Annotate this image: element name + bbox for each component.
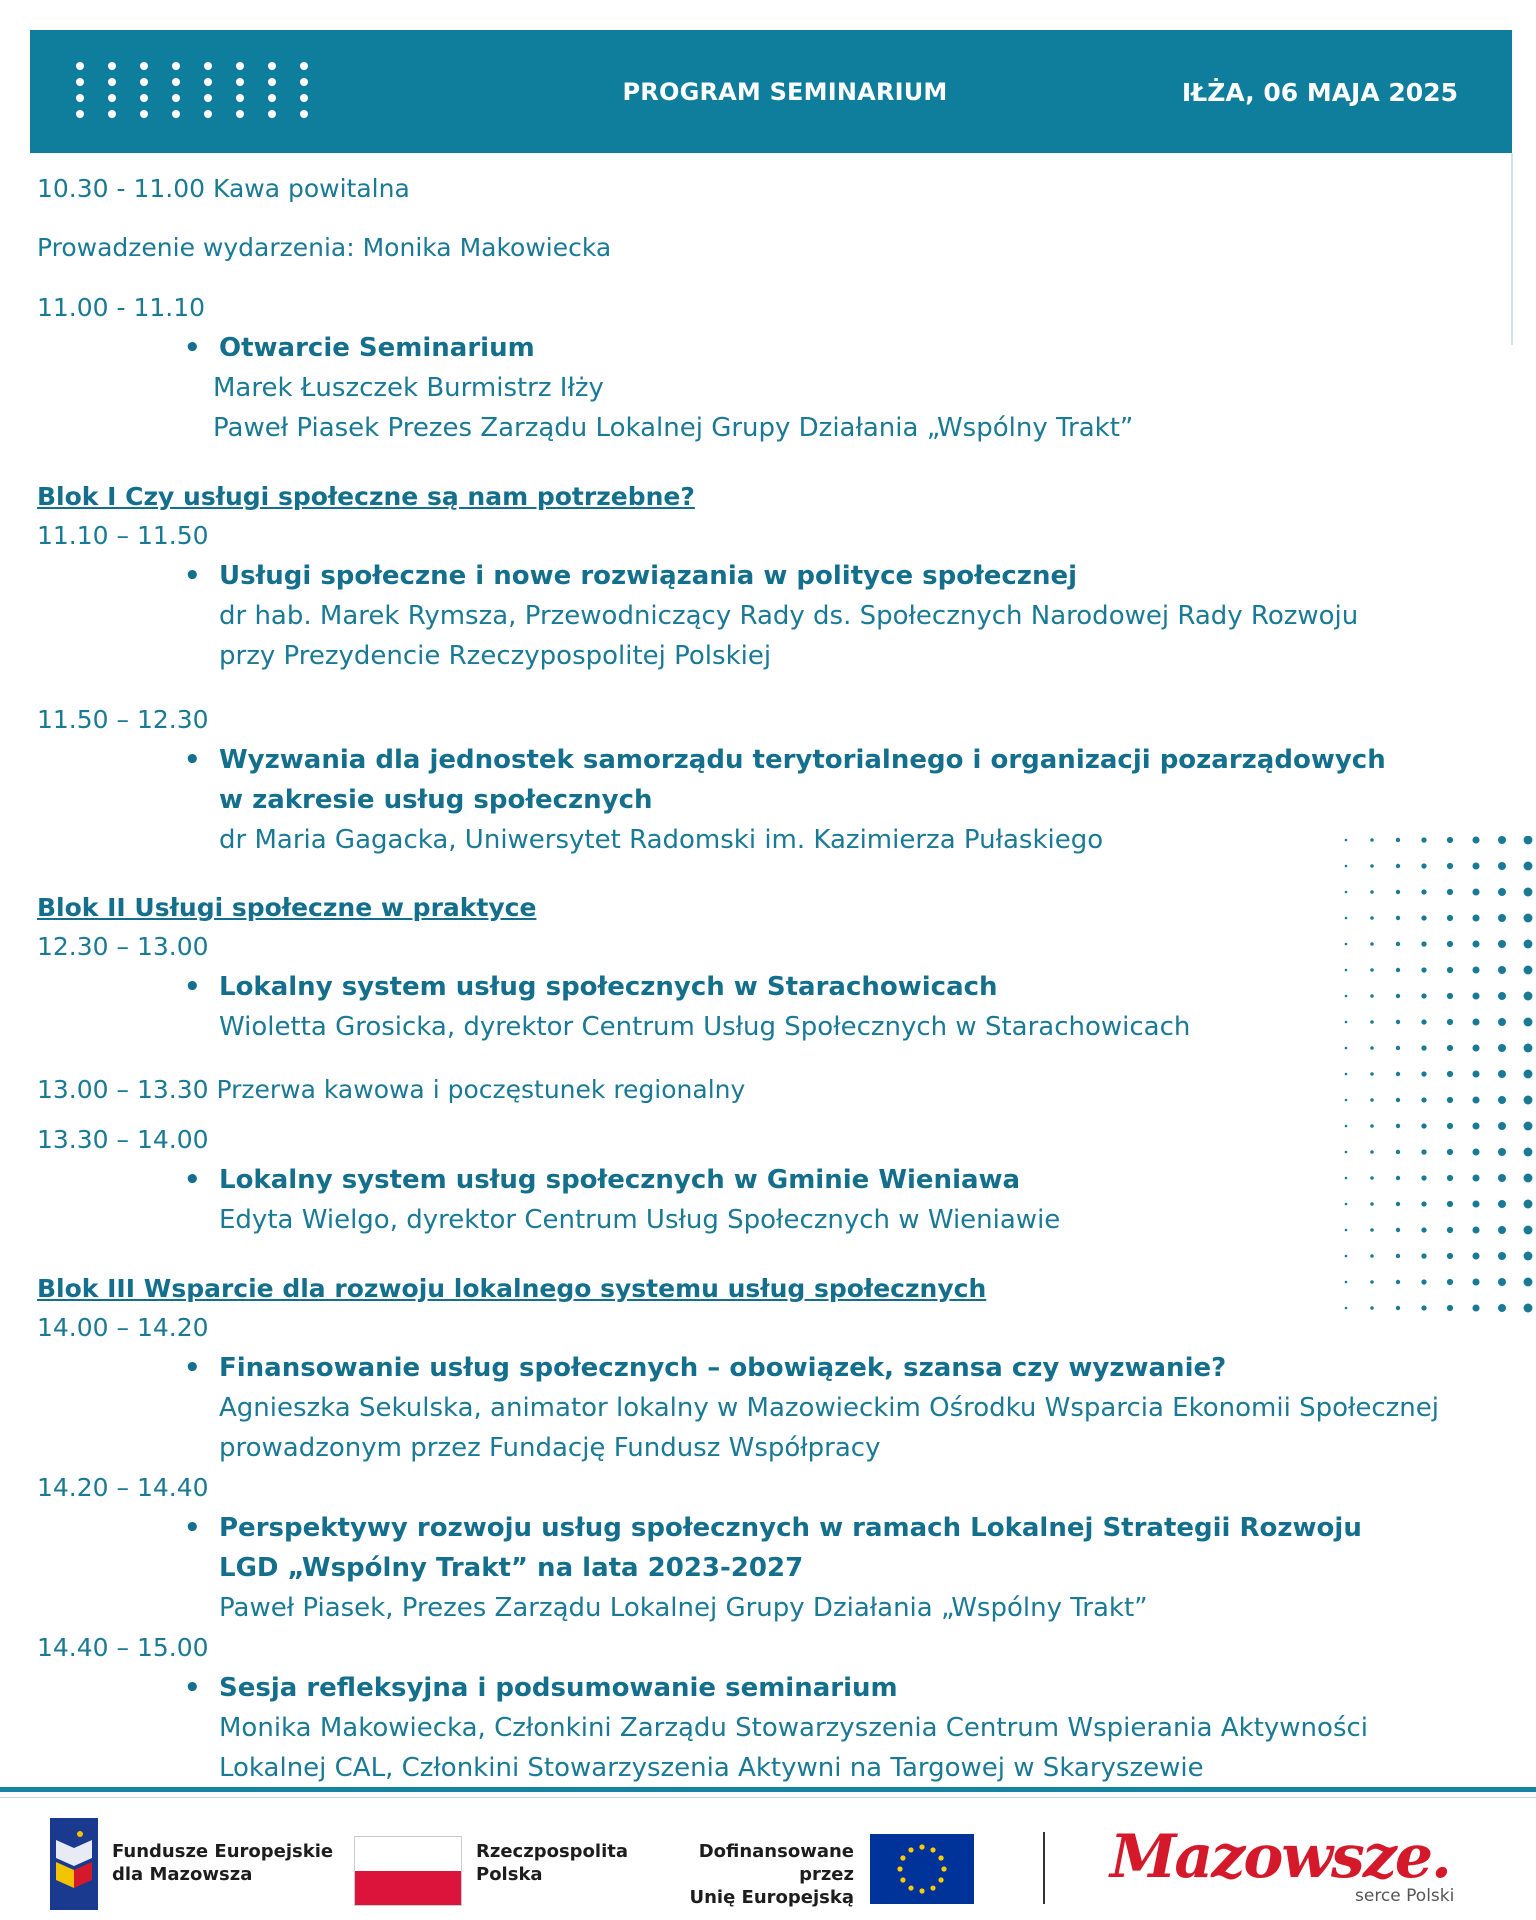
speaker: Marek Łuszczek Burmistrz Iłży <box>213 373 604 403</box>
decor-dot <box>1396 1176 1400 1180</box>
decor-dot <box>1524 836 1533 844</box>
decor-dot <box>1524 940 1533 949</box>
eu-star <box>908 1847 913 1852</box>
fe-logo-line2: dla Mazowsza <box>112 1864 253 1885</box>
speaker: Agnieszka Sekulska, animator lokalny w Mazowieckim Ośrodku Wsparcia Ekonomii Społecznej <box>219 1393 1440 1423</box>
decor-dot <box>1472 1226 1479 1233</box>
decor-dot <box>1370 1150 1374 1154</box>
decor-dot <box>1472 992 1479 999</box>
decor-dot <box>1472 1148 1479 1155</box>
decor-dot <box>1370 942 1374 946</box>
decor-dot <box>1472 1096 1479 1103</box>
decor-dot <box>1447 1227 1453 1233</box>
decor-dot <box>1421 1045 1426 1050</box>
decor-dot <box>1524 1096 1533 1105</box>
decor-dot <box>1345 969 1348 972</box>
block-title: Blok I Czy usługi społeczne są nam potrzebne? <box>37 482 695 511</box>
decor-dot <box>1345 865 1348 868</box>
decor-dot <box>1447 1201 1453 1207</box>
bullet-icon: • <box>184 1513 201 1543</box>
decor-dot <box>1472 1252 1479 1259</box>
block-title: Blok II Usługi społeczne w praktyce <box>37 893 537 922</box>
decor-dot <box>1421 1019 1426 1024</box>
speaker: Paweł Piasek Prezes Zarządu Lokalnej Grupy Działania „Wspólny Trakt” <box>213 413 1134 443</box>
session-time: 14.00 – 14.20 <box>37 1313 209 1342</box>
decor-dot <box>1524 1304 1533 1313</box>
decor-dot <box>1345 891 1348 894</box>
decor-dot <box>1498 1252 1506 1260</box>
eu-star <box>919 1888 924 1893</box>
decor-dot <box>1498 1174 1506 1182</box>
decor-dot <box>1421 1149 1426 1154</box>
decor-dot <box>1370 1072 1374 1076</box>
decor-dot <box>1447 837 1453 843</box>
decor-dot <box>1421 941 1426 946</box>
eu-star <box>908 1885 913 1890</box>
event-date: IŁŻA, 06 MAJA 2025 <box>1181 78 1458 107</box>
decor-dot <box>1524 1200 1533 1209</box>
session-time: 11.50 – 12.30 <box>37 705 209 734</box>
decor-dot <box>1421 889 1426 894</box>
decor-dot <box>1498 1148 1506 1156</box>
speaker: Paweł Piasek, Prezes Zarządu Lokalnej Grupy Działania „Wspólny Trakt” <box>219 1593 1148 1623</box>
decor-dot <box>1447 915 1453 921</box>
decor-dot <box>1421 1279 1426 1284</box>
decor-dot <box>1524 1174 1533 1183</box>
decor-dot <box>1370 1098 1374 1102</box>
decor-dot <box>1396 968 1400 972</box>
decor-dot <box>1345 1229 1348 1232</box>
decor-dot <box>1345 1099 1348 1102</box>
decor-dot <box>1472 1070 1479 1077</box>
decor-dot <box>1345 1125 1348 1128</box>
eu-star <box>897 1866 902 1871</box>
session-time: 14.20 – 14.40 <box>37 1473 209 1502</box>
decor-dot <box>1345 1255 1348 1258</box>
decor-dot <box>1370 1020 1374 1024</box>
block-title: Blok III Wsparcie dla rozwoju lokalnego systemu usług społecznych <box>37 1274 987 1303</box>
decor-dot <box>1396 1124 1400 1128</box>
mazowsze-tagline: serce Polski <box>1355 1886 1455 1906</box>
speaker: dr hab. Marek Rymsza, Przewodniczący Rady ds. Społecznych Narodowej Rady Rozwoju <box>219 601 1359 631</box>
footer-divider <box>0 1787 1536 1792</box>
decor-dot <box>1396 1046 1400 1050</box>
decor-dot <box>1498 836 1506 844</box>
decor-dot <box>1345 917 1348 920</box>
decor-dot <box>1447 1071 1453 1077</box>
decor-dot <box>1472 1018 1479 1025</box>
decor-dot <box>1345 1151 1348 1154</box>
speaker: prowadzonym przez Fundację Fundusz Współpracy <box>219 1433 881 1463</box>
poland-flag-icon <box>354 1836 462 1906</box>
eu-star <box>941 1866 946 1871</box>
eu-star <box>938 1877 943 1882</box>
decor-dot <box>1421 1123 1426 1128</box>
decor-dot <box>1370 1176 1374 1180</box>
bullet-icon: • <box>184 1673 201 1703</box>
decor-dot <box>1345 1203 1348 1206</box>
session-time: 14.40 – 15.00 <box>37 1633 209 1662</box>
decor-dot <box>1524 888 1533 897</box>
decor-dot <box>1524 1070 1533 1079</box>
decor-dot <box>1524 862 1533 871</box>
decor-dot <box>1370 1046 1374 1050</box>
decor-dot <box>1498 1018 1506 1026</box>
decor-dot <box>1447 1045 1453 1051</box>
session-title: Usługi społeczne i nowe rozwiązania w polityce społecznej <box>219 561 1077 591</box>
decor-dot <box>1396 1072 1400 1076</box>
bullet-icon: • <box>184 333 201 363</box>
speaker: Lokalnej CAL, Członkini Stowarzyszenia Aktywni na Targowej w Skaryszewie <box>219 1753 1204 1783</box>
decor-dot <box>1472 940 1479 947</box>
session-title: Lokalny system usług społecznych w Gminie Wieniawa <box>219 1165 1021 1195</box>
eu-star <box>900 1855 905 1860</box>
session-time: 11.00 - 11.10 <box>37 293 206 322</box>
decor-dot <box>1345 1281 1348 1284</box>
decor-dot <box>1345 1047 1348 1050</box>
decor-dot <box>1524 966 1533 975</box>
eu-star <box>919 1844 924 1849</box>
decor-dot <box>1524 1252 1533 1261</box>
decor-dot <box>1396 890 1400 894</box>
decor-dot <box>1370 1124 1374 1128</box>
coffee-line: 10.30 - 11.00 Kawa powitalna <box>37 174 410 203</box>
eu-star <box>930 1885 935 1890</box>
break-line: 13.00 – 13.30 Przerwa kawowa i poczęstunek regionalny <box>37 1075 746 1104</box>
decor-dot <box>1524 992 1533 1001</box>
decor-dot <box>1421 1175 1426 1180</box>
decor-dot <box>1370 1202 1374 1206</box>
decor-dot <box>1447 1305 1453 1311</box>
speaker: Edyta Wielgo, dyrektor Centrum Usług Społecznych w Wieniawie <box>219 1205 1061 1235</box>
decor-dot <box>1370 838 1374 842</box>
decor-dot <box>1370 864 1374 868</box>
decor-dot <box>1345 1073 1348 1076</box>
divider <box>1511 153 1513 345</box>
decor-dot <box>1396 864 1400 868</box>
decor-dot <box>1421 1201 1426 1206</box>
decor-dot <box>1524 1044 1533 1053</box>
decorative-dots-icon <box>74 60 324 155</box>
decor-dot <box>1447 889 1453 895</box>
session-time: 11.10 – 11.50 <box>37 521 209 550</box>
fe-logo-icon <box>50 1818 98 1910</box>
decor-dot <box>1447 993 1453 999</box>
decor-dot <box>1345 943 1348 946</box>
decor-dot <box>1396 1150 1400 1154</box>
decor-dot <box>1345 1021 1348 1024</box>
decor-dot <box>1498 1200 1506 1208</box>
eu-logo-line2: Unię Europejską <box>689 1887 854 1908</box>
page-title: PROGRAM SEMINARIUM <box>622 78 948 106</box>
rp-logo-line1: Rzeczpospolita <box>476 1841 628 1862</box>
decor-dot <box>1345 995 1348 998</box>
decor-dot <box>1447 1123 1453 1129</box>
decor-dot <box>1472 862 1479 869</box>
decor-dot <box>1524 1018 1533 1027</box>
decor-dot <box>1498 1096 1506 1104</box>
mazowsze-logo: Mazowsze. <box>1110 1822 1450 1892</box>
decor-dot <box>1447 1175 1453 1181</box>
rp-logo-line2: Polska <box>476 1864 543 1885</box>
eu-star <box>938 1855 943 1860</box>
decor-dot <box>1498 914 1506 922</box>
decor-dot <box>1472 914 1479 921</box>
decor-dot <box>1447 1253 1453 1259</box>
decor-dot <box>1370 1254 1374 1258</box>
decor-dot <box>1345 839 1348 842</box>
decor-dot <box>1370 1306 1374 1310</box>
decor-dot <box>1370 1280 1374 1284</box>
decor-dot <box>1447 967 1453 973</box>
decor-dot <box>1370 890 1374 894</box>
decor-dot <box>1498 1044 1506 1052</box>
bullet-icon: • <box>184 1353 201 1383</box>
decor-dot <box>1370 1228 1374 1232</box>
decor-dot <box>1447 863 1453 869</box>
bullet-icon: • <box>184 745 201 775</box>
decor-dot <box>1498 1278 1506 1286</box>
session-title: Otwarcie Seminarium <box>219 333 535 363</box>
decor-dot <box>1472 1044 1479 1051</box>
decor-dot <box>1370 916 1374 920</box>
speaker: Wioletta Grosicka, dyrektor Centrum Usług Społecznych w Starachowicach <box>219 1012 1191 1042</box>
decor-dot <box>1498 966 1506 974</box>
decor-dot <box>1421 1227 1426 1232</box>
decor-dot <box>1498 1070 1506 1078</box>
decor-dot <box>1447 1149 1453 1155</box>
eu-flag-icon <box>870 1834 974 1904</box>
session-title: Perspektywy rozwoju usług społecznych w ramach Lokalnej Strategii Rozwoju <box>219 1513 1362 1543</box>
decor-dot <box>1421 967 1426 972</box>
session-title: LGD „Wspólny Trakt” na lata 2023-2027 <box>219 1553 804 1583</box>
decor-dot <box>1421 863 1426 868</box>
speaker: dr Maria Gagacka, Uniwersytet Radomski im. Kazimierza Pułaskiego <box>219 825 1104 855</box>
decor-dot <box>1421 1071 1426 1076</box>
decor-dot <box>1498 1304 1506 1312</box>
decor-dot <box>1396 1020 1400 1024</box>
footer-divider <box>0 1797 1536 1798</box>
session-time: 12.30 – 13.00 <box>37 932 209 961</box>
header-banner <box>30 30 1512 153</box>
decor-dot <box>1498 992 1506 1000</box>
session-title: Finansowanie usług społecznych – obowiązek, szansa czy wyzwanie? <box>219 1353 1227 1383</box>
decor-dot <box>1396 838 1400 842</box>
decor-dot <box>1421 1097 1426 1102</box>
decor-dot <box>1472 1278 1479 1285</box>
session-title: Lokalny system usług społecznych w Starachowicach <box>219 972 998 1002</box>
decor-dot <box>1421 1305 1426 1310</box>
decor-dot <box>1421 915 1426 920</box>
decor-dot <box>1472 888 1479 895</box>
decor-dot <box>1421 837 1426 842</box>
decorative-dot-grid-icon <box>1340 836 1536 1316</box>
decor-dot <box>1472 836 1479 843</box>
decor-dot <box>1472 966 1479 973</box>
decor-dot <box>1498 888 1506 896</box>
bullet-icon: • <box>184 972 201 1002</box>
decor-dot <box>1447 1279 1453 1285</box>
decor-dot <box>1498 1226 1506 1234</box>
decor-dot <box>1396 1254 1400 1258</box>
decor-dot <box>1524 1122 1533 1131</box>
decor-dot <box>1524 914 1533 923</box>
decor-dot <box>1396 1228 1400 1232</box>
eu-logo-line1: Dofinansowane przez <box>698 1841 854 1885</box>
bullet-icon: • <box>184 1165 201 1195</box>
decor-dot <box>1498 1122 1506 1130</box>
decor-dot <box>1498 862 1506 870</box>
decor-dot <box>1472 1304 1479 1311</box>
decor-dot <box>1345 1307 1348 1310</box>
session-time: 13.30 – 14.00 <box>37 1125 209 1154</box>
decor-dot <box>1447 941 1453 947</box>
decor-dot <box>1421 1253 1426 1258</box>
decor-dot <box>1472 1200 1479 1207</box>
fe-logo-line1: Fundusze Europejskie <box>112 1841 334 1862</box>
decor-dot <box>1472 1122 1479 1129</box>
decor-dot <box>1370 968 1374 972</box>
speaker: Monika Makowiecka, Członkini Zarządu Stowarzyszenia Centrum Wspierania Aktywności <box>219 1713 1369 1743</box>
decor-dot <box>1370 994 1374 998</box>
decor-dot <box>1345 1177 1348 1180</box>
session-title: Wyzwania dla jednostek samorządu terytorialnego i organizacji pozarządowych <box>219 745 1386 775</box>
decor-dot <box>1396 916 1400 920</box>
decor-dot <box>1396 942 1400 946</box>
eu-star <box>930 1847 935 1852</box>
decor-dot <box>1524 1278 1533 1287</box>
decor-dot <box>1447 1097 1453 1103</box>
decor-dot <box>1396 1306 1400 1310</box>
eu-star <box>900 1877 905 1882</box>
host-line: Prowadzenie wydarzenia: Monika Makowiecka <box>37 233 612 262</box>
decor-dot <box>1396 994 1400 998</box>
session-title: w zakresie usług społecznych <box>219 785 653 815</box>
footer-separator <box>1043 1832 1045 1904</box>
session-title: Sesja refleksyjna i podsumowanie seminarium <box>219 1673 898 1703</box>
speaker: przy Prezydencie Rzeczypospolitej Polskiej <box>219 641 772 671</box>
decor-dot <box>1498 940 1506 948</box>
decor-dot <box>1524 1148 1533 1157</box>
decor-dot <box>1447 1019 1453 1025</box>
bullet-icon: • <box>184 561 201 591</box>
decor-dot <box>1396 1098 1400 1102</box>
decor-dot <box>1421 993 1426 998</box>
decor-dot <box>1472 1174 1479 1181</box>
decor-dot <box>1396 1280 1400 1284</box>
decor-dot <box>1396 1202 1400 1206</box>
decor-dot <box>1524 1226 1533 1235</box>
